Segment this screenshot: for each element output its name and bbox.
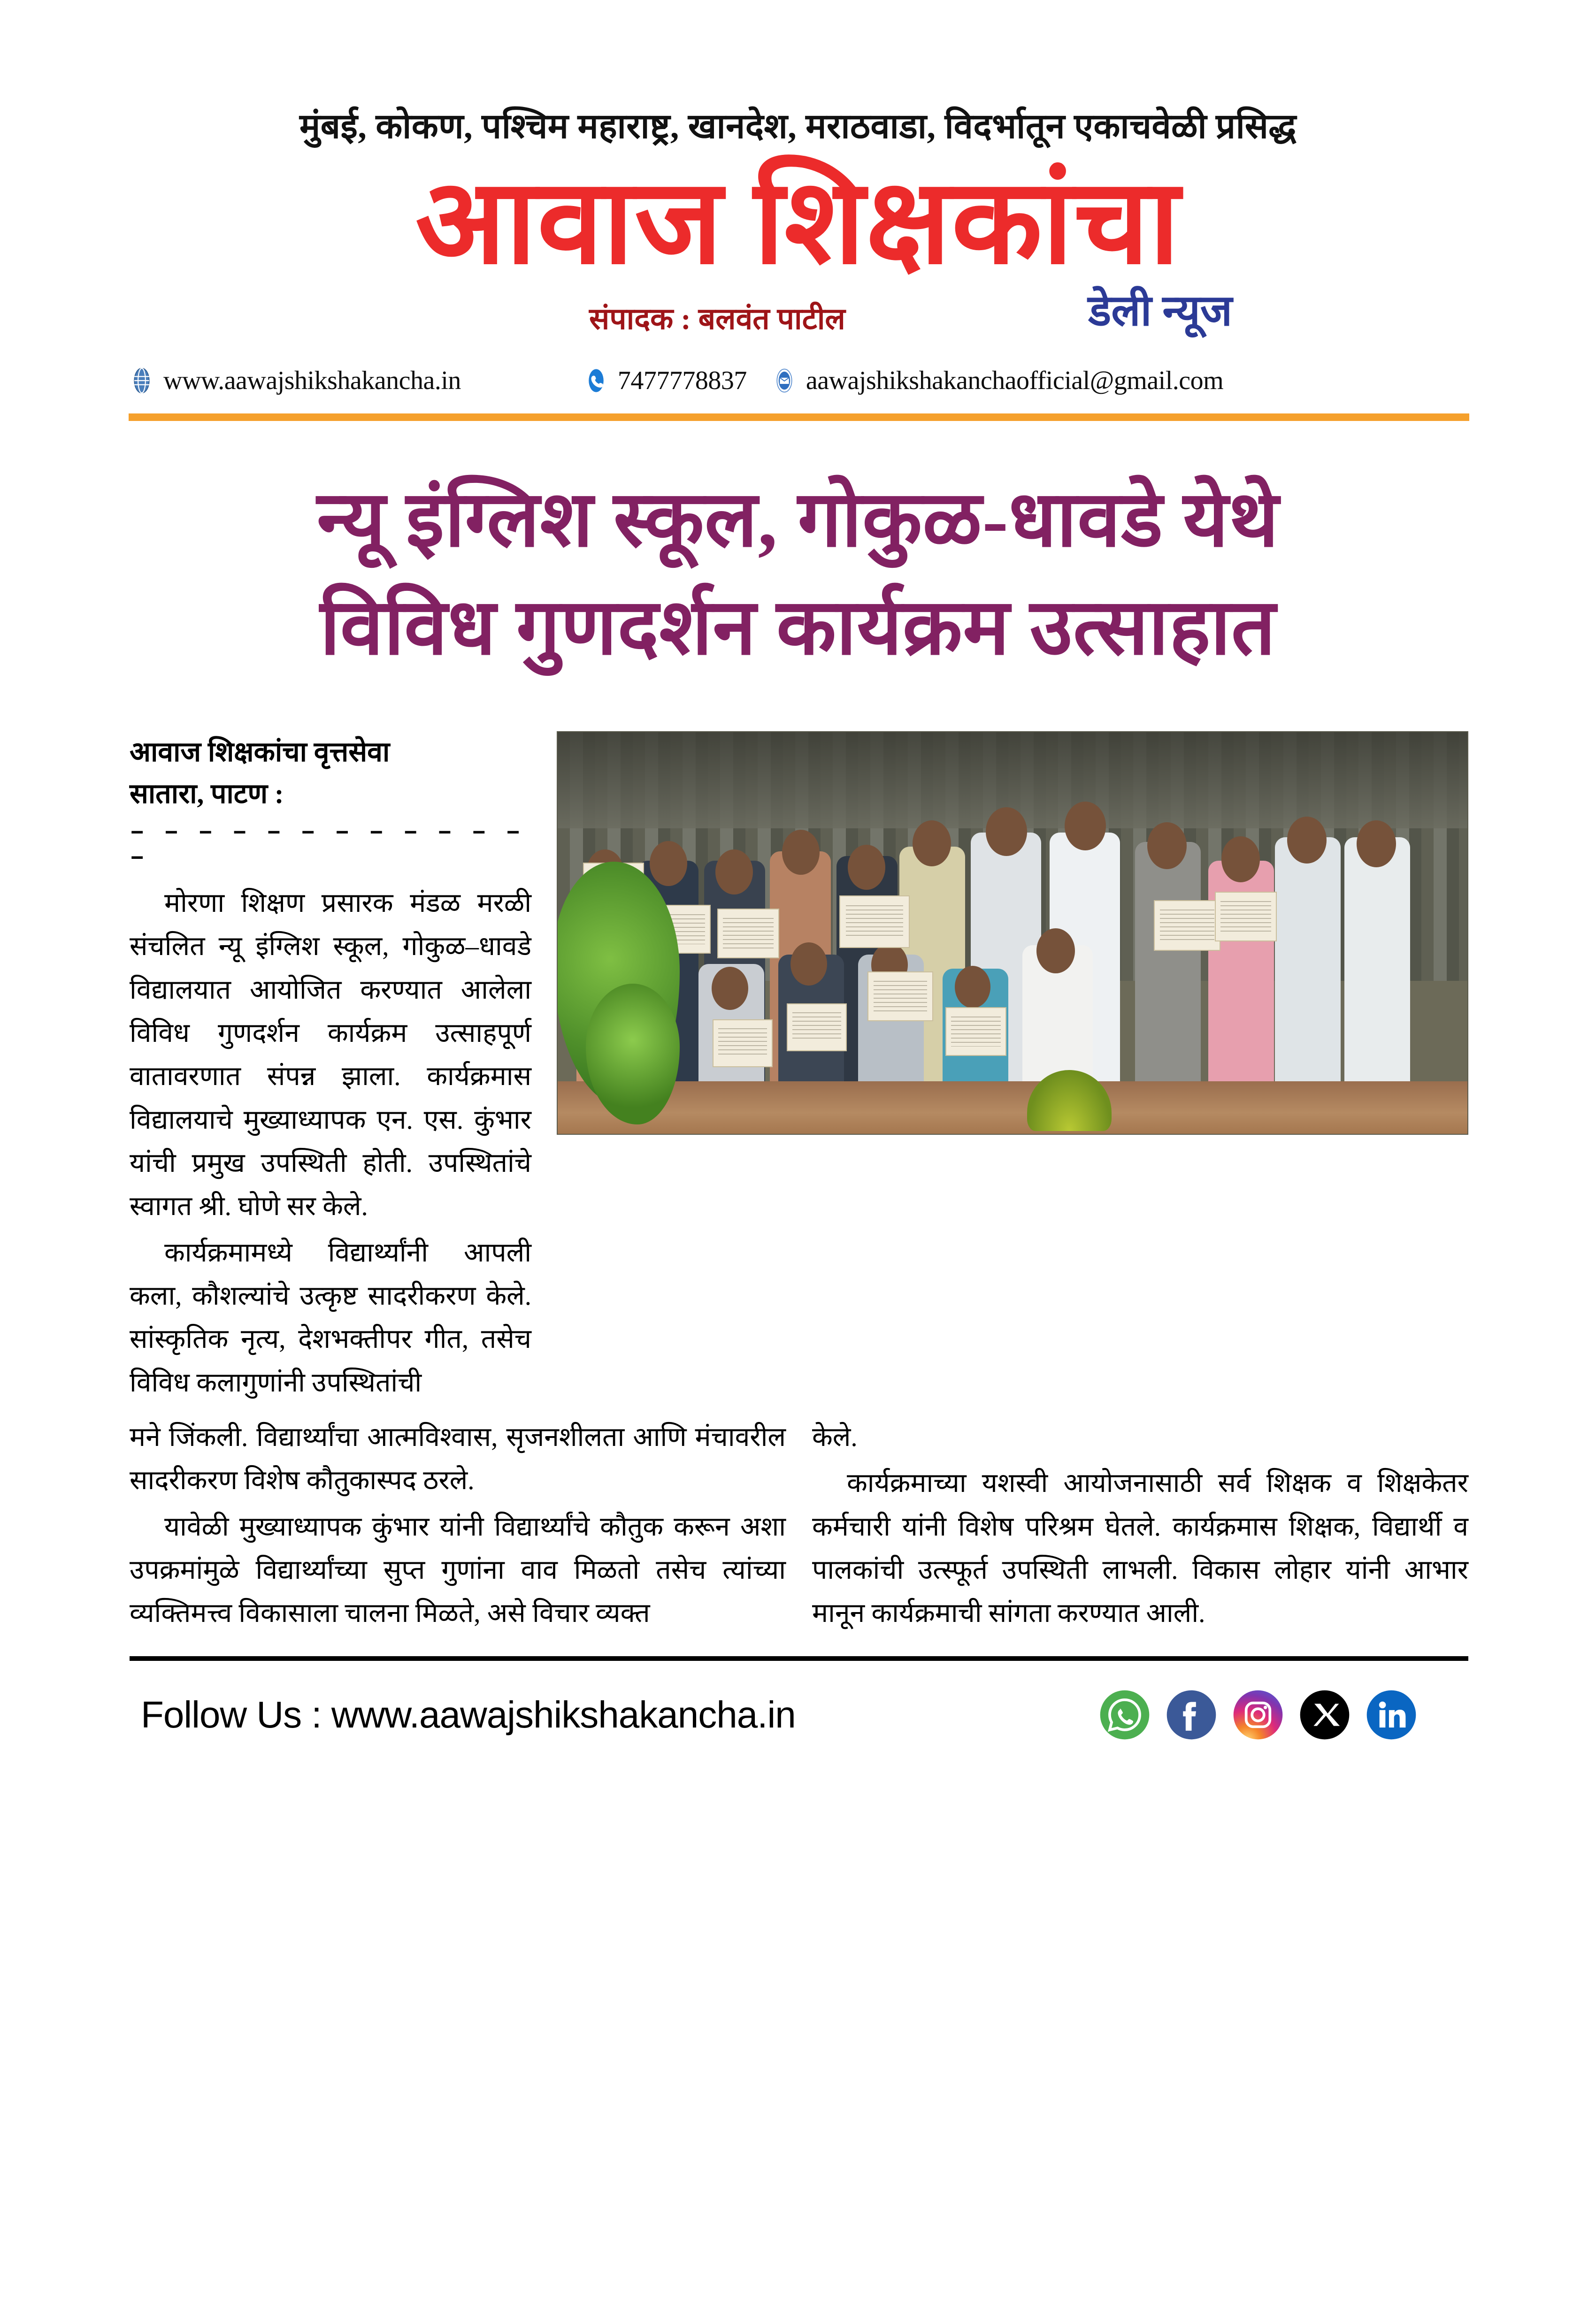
photo-person [1275,837,1341,1081]
certificate [713,1019,773,1067]
email-contact[interactable] [771,366,1223,396]
column-2 [130,1416,786,1636]
strapline: मुंबई, कोकण, पश्चिम महाराष्ट्र, खानदेश, मराठवाडा, विदर्भातून एकाचवेळी प्रसिद्ध [299,107,1297,146]
photo-person-head [1221,836,1260,882]
photo-person [1344,837,1410,1081]
social-links [1099,1689,1468,1740]
edition-tag: डेली न्यूज [1088,287,1233,335]
column-3 [812,1416,1468,1636]
photo-person-head [955,966,990,1008]
photo-person-head [848,845,885,890]
photo-person-head [1147,822,1187,869]
article-paragraph: कार्यक्रमाच्या यशस्वी आयोजनासाठी सर्व शिक्षक व शिक्षकेतर कर्मचारी यांनी विशेष परिश्रम घेतले. कार्यक्रमास शिक्षक, विद्यार्थी व पालकांची उत्स्फूर्त उपस्थिती लाभली. विकास लोहार यांनी आभार मानून कार्यक्रमाची सांगता करण्यात आली. [812,1468,1468,1628]
photo-person-head [782,830,820,875]
event-photo [557,731,1468,1135]
headline-line-2: विविध गुणदर्शन कार्यक्रम उत्साहात [320,584,1276,671]
photo-person-head [715,849,753,894]
page-headline [94,466,1502,681]
envelope-icon [771,367,798,394]
photo-person-head [986,807,1027,856]
footer-divider [130,1656,1468,1661]
article-paragraph: केले. [812,1422,858,1452]
article-columns [130,1416,1468,1636]
follow-us-text: Follow Us : www.aawajshikshakancha.in [141,1693,796,1735]
phone-icon [583,367,609,394]
article-paragraph: यावेळी मुख्याध्यापक कुंभार यांनी विद्यार्थ्यांचे कौतुक करून अशा उपक्रमांमुळे विद्यार्थ्यांच्या सुप्त गुणांना वाव मिळतो तसेच त्यांच्या व्यक्तिमत्त्व विकासाला चालना मिळते, असे विचार व्यक्त [130,1512,786,1628]
x-twitter-icon[interactable] [1299,1689,1350,1740]
certificate [1154,900,1220,951]
photo-person-head [790,942,827,986]
lede-row [130,731,1468,1405]
byline-separator: – – – – – – – – – – – – – [130,818,523,872]
headline-line-1: न्यू इंग्लिश स्कूल, गोकुळ-धावडे येथे [317,476,1279,563]
phone-label: 7477778837 [617,366,747,396]
byline-dateline: सातारा, पाटण : [130,778,284,810]
orange-divider [129,413,1469,421]
photo-person-head [1036,928,1075,973]
certificate [945,1007,1006,1056]
whatsapp-icon[interactable] [1099,1689,1150,1740]
byline [130,731,531,815]
article-paragraph: मने जिंकली. विद्यार्थ्यांचा आत्मविश्वास, सृजनशीलता आणि मंचावरील सादरीकरण विशेष कौतुकास्पद ठरले. [130,1422,786,1496]
article-paragraph: कार्यक्रमामध्ये विद्यार्थ्यांनी आपली कला, कौशल्यांचे उत्कृष्ट सादरीकरण केले. सांस्कृतिक नृत्य, देशभक्तीपर गीत, तसेच विविध कलागुणांनी उपस्थितांची [130,1238,531,1398]
facebook-icon[interactable] [1166,1689,1217,1740]
photo-container [557,731,1468,1135]
byline-service: आवाज शिक्षकांचा वृत्तसेवा [130,736,390,767]
photo-person-head [1287,817,1327,864]
certificate [867,971,933,1021]
photo-person-head [913,820,951,866]
email-label: aawajshikshakanchaofficial@gmail.com [806,366,1224,396]
photo-person [1135,842,1201,1081]
photo-floor [558,1081,1467,1133]
certificate [787,1003,847,1051]
website-label: www.aawajshikshakancha.in [163,366,461,396]
photo-person-head [1357,820,1396,867]
column-1 [130,731,547,1405]
footer [141,1680,1468,1750]
instagram-icon[interactable] [1233,1689,1283,1740]
article-content [94,731,1502,1636]
editor-line: संपादक : बलवंत पाटील [589,302,845,336]
certificate [839,895,910,948]
masthead-subrow [94,279,1502,350]
photo-person-head [1065,802,1106,850]
contact-bar [94,358,1502,403]
photo-person-head [712,967,748,1010]
masthead-title: आवाज शिक्षकांचा [415,156,1181,288]
globe-icon [129,367,155,394]
linkedin-icon[interactable] [1366,1689,1417,1740]
phone-contact[interactable] [583,366,747,396]
photo-person-head [650,841,687,886]
article-paragraph: मोरणा शिक्षण प्रसारक मंडळ मरळी संचलित न्यू इंग्लिश स्कूल, गोकुळ–धावडे विद्यालयात आयोजित करण्यात आलेला विविध गुणदर्शन कार्यक्रम उत्साहपूर्ण वातावरणात संपन्न झाला. कार्यक्रमास विद्यालयाचे मुख्याध्यापक एन. एस. कुंभार यांची प्रमुख उपस्थिती होती. उपस्थितांचे स्वागत श्री. घोणे सर केले. [130,888,531,1222]
certificate [717,909,779,958]
website-contact[interactable] [129,366,461,396]
certificate [1215,892,1277,941]
